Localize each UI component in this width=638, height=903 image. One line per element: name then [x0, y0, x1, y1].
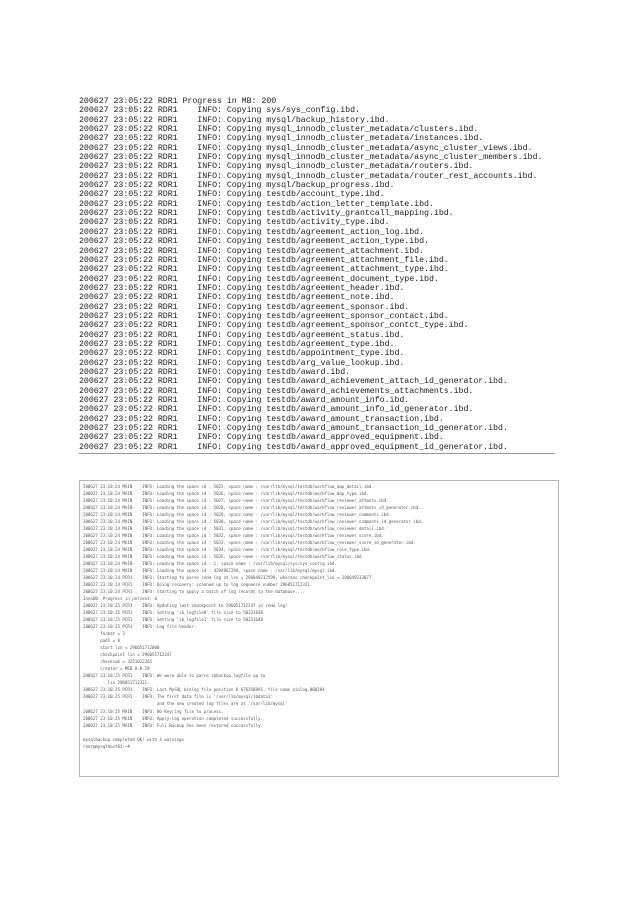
log-line: 200627 23:05:22 RDR1 INFO: Copying testdb/award_approved_equipment.ibd. [79, 433, 444, 443]
log-line: 200627 23:05:22 RDR1 INFO: Copying testdb/agreement_attachment_file.ibd. [79, 255, 449, 265]
log-line: 200627 23:05:22 RDR1 INFO: Copying testdb/agreement_note.ibd. [79, 293, 395, 303]
log-line: 200627 23:05:22 RDR1 INFO: Copying testdb/agreement_attachment.ibd. [79, 246, 425, 256]
log-line: 200627 23:10:25 MAIN INFO: Full Backup has been restored successfully. [83, 722, 263, 728]
log-line: 200627 23:05:22 RDR1 INFO: Copying testdb/appointment_type.ibd. [79, 349, 405, 359]
log-line: 200627 23:05:22 RDR1 INFO: Copying testdb/agreement_sponsor_contct_type.ibd. [79, 321, 469, 331]
log-line: checksum = 3251022265 [83, 659, 153, 665]
log-line: mysqlbackup completed OK! with 4 warnings [83, 736, 185, 742]
log-line: pad1 = 0 [83, 638, 120, 644]
log-line: 200627 23:05:22 RDR1 INFO: Copying testdb/award_amount_transaction.ibd. [79, 414, 444, 424]
log-line: 200627 23:10:24 MAIN INFO: Loading the space id : 5029, space name : /var/lib/mysql/testdb/workflow_reviewer_comments.ibd. [83, 512, 392, 518]
log-line: 200627 23:05:22 RDR1 INFO: Copying testdb/award_amount_info.ibd. [79, 396, 410, 405]
log-line: 200627 23:10:24 MAIN INFO: Loading the space id : 5032, space name : /var/lib/mysql/testdb/workflow_reviewer_score.ibd. [83, 533, 384, 539]
log-line: start lsn = 296051712000 [83, 645, 160, 651]
log-line: 200627 23:05:22 RDR1 INFO: Copying testdb/agreement_action_type.ibd. [79, 237, 429, 247]
log-line: 200627 23:10:24 MAIN INFO: Loading the space id : 5026, space name : /var/lib/mysql/testdb/workflow_map_type.ibd. [83, 491, 369, 497]
log-line: InnoDB: Progress in percent: 0 [83, 596, 157, 602]
log-line: 200627 23:10:25 PCR1 INFO: Setting 'ib_logfile0' file size to 50331648 [83, 610, 263, 616]
log-line: 200627 23:10:25 MAIN INFO: No Keyring file to process. [83, 708, 224, 714]
log-line: 200627 23:05:22 RDR1 INFO: Copying sys/sys_config.ibd. [79, 106, 360, 116]
log-line: 200627 23:05:22 RDR1 INFO: Copying testdb/award_achievements_attachments.ibd. [79, 386, 474, 396]
log-line: 200627 23:10:24 MAIN INFO: Loading the space id : 5035, space name : /var/lib/mysql/testdb/workflow_status.ibd. [83, 554, 364, 560]
log-line: 200627 23:05:22 RDR1 INFO: Copying mysql/backup_progress.ibd. [79, 181, 395, 191]
log-line: 200627 23:05:22 RDR1 INFO: Copying testdb/arg_value_lookup.ibd. [79, 358, 405, 368]
log-line: 200627 23:05:22 RDR1 INFO: Copying testdb/agreement_attachment_type.ibd. [79, 265, 449, 275]
log-line: 200627 23:10:24 MAIN INFO: Loading the space id : 5028, space name : /var/lib/mysql/testdb/workflow_reviewer_attmnts_id_generator.ibd. [83, 505, 421, 511]
log-line: 200627 23:05:22 RDR1 INFO: Copying testdb/agreement_type.ibd. [79, 339, 395, 349]
log-line: 200627 23:05:22 RDR1 INFO: Copying mysql_innodb_cluster_metadata/routers.ibd. [79, 162, 474, 172]
log-line: 200627 23:10:24 PCR1 INFO: Starting to apply a batch of log records to the database.... [83, 589, 305, 595]
backup-log-screenshot [79, 97, 555, 454]
log-line: 200627 23:05:22 RDR1 INFO: Copying mysql_innodb_cluster_metadata/clusters.ibd. [79, 125, 479, 135]
log-line: 200627 23:10:24 PCR1 INFO: Doing recovery: scanned up to log sequence number 296051712321. [83, 582, 313, 588]
log-line: 200627 23:05:22 RDR1 INFO: Copying testdb/action_letter_template.ibd. [79, 199, 434, 209]
log-line: 200627 23:05:22 RDR1 INFO: Copying testdb/award_amount_info_id_generator.ibd. [79, 405, 474, 415]
log-line: 200627 23:10:25 PCR1 INFO: The first data file is '/var/lib/mysql/ibdata1' [83, 694, 273, 700]
log-line: 200627 23:05:22 RDR1 INFO: Copying testdb/agreement_sponsor.ibd. [79, 302, 410, 312]
log-line: 200627 23:10:25 PCR1 INFO: Updating last checkpoint to 296051712247 in redo log/ [83, 603, 288, 609]
log-line: 200627 23:10:24 PCR1 INFO: Starting to parse redo log at lsn = 296049232599, whereas checkpoint_lsn = 296049233077. [83, 575, 374, 581]
restore-log-screenshot [79, 480, 559, 777]
log-line: 200627 23:05:22 RDR1 INFO: Copying testdb/award_amount_transaction_id_generator.ibd. [79, 424, 508, 434]
log-line: 200627 23:10:24 MAIN INFO: Loading the space id : 4294967294, space name : /var/lib/mysql/mysql.ibd. [83, 568, 337, 574]
log-line: 200627 23:05:22 RDR1 INFO: Copying mysql_innodb_cluster_metadata/async_cluster_views.ibd. [79, 143, 533, 153]
log-line: 200627 23:10:25 PCR1 INFO: Setting 'ib_logfile1' file size to 50331648 [83, 617, 263, 623]
log-line: 200627 23:10:24 MAIN INFO: Loading the space id : 5034, space name : /var/lib/mysql/testdb/workflow_role_type.ibd. [83, 547, 372, 553]
log-line: 200627 23:05:22 RDR1 INFO: Copying testdb/activity_type.ibd. [79, 218, 390, 228]
log-line: checkpoint lsn = 296051712247 [83, 652, 172, 658]
log-line: root@mysqlhost01:~# [83, 743, 130, 749]
log-line: 200627 23:05:22 RDR1 Progress in MB: 200 [79, 97, 277, 106]
log-line: 200627 23:10:24 MAIN INFO: Loading the space id : 1, space name : /var/lib/mysql/sys/sys_config.ibd. [83, 561, 337, 567]
log-line: 200627 23:10:24 MAIN INFO: Loading the space id : 5030, space name : /var/lib/mysql/testdb/workflow_reviewer_comments_id_generator.ibd. [83, 519, 424, 525]
log-line: 200627 23:05:22 RDR1 INFO: Copying testdb/agreement_document_type.ibd. [79, 274, 439, 284]
log-line: 200627 23:10:25 MAIN INFO: Apply-log operation completed successfully. [83, 715, 263, 721]
log-line: lsn 296051712321. [83, 680, 150, 686]
log-line: 200627 23:05:22 RDR1 INFO: Copying testdb/agreement_sponsor_contact.ibd. [79, 311, 449, 321]
log-line: 200627 23:10:24 MAIN INFO: Loading the space id : 5031, space name : /var/lib/mysql/testdb/workflow_reviewer_detail.ibd. [83, 526, 387, 532]
log-line: 200627 23:05:22 RDR1 INFO: Copying testdb/award_approved_equipment_id_generator.ibd. [79, 442, 508, 452]
log-line: 200627 23:05:22 RDR1 INFO: Copying testdb/agreement_status.ibd. [79, 330, 405, 340]
log-line: 200627 23:10:25 PCR1 INFO: We were able to parse ibbackup_logfile up to [83, 673, 266, 679]
log-line: 200627 23:05:22 RDR1 INFO: Copying testdb/award_achievement_attach_id_generator.ibd. [79, 377, 508, 387]
log-line: 200627 23:05:22 RDR1 INFO: Copying testdb/agreement_action_log.ibd. [79, 227, 425, 237]
log-line: 200627 23:05:22 RDR1 INFO: Copying mysql/backup_history.ibd. [79, 115, 390, 125]
log-line: format = 3 [83, 631, 125, 637]
log-line: 200627 23:10:25 PCR1 INFO: Log file header: [83, 624, 197, 630]
log-line: 200627 23:05:22 RDR1 INFO: Copying mysql_innodb_cluster_metadata/router_rest_accounts.ibd. [79, 171, 538, 181]
log-line: 200627 23:05:22 RDR1 INFO: Copying mysql_innodb_cluster_metadata/async_cluster_members.ibd. [79, 153, 543, 163]
log-line: 200627 23:05:22 RDR1 INFO: Copying testdb/account_type.ibd. [79, 190, 385, 200]
log-line: 200627 23:05:22 RDR1 INFO: Copying testdb/agreement_header.ibd. [79, 283, 405, 293]
log-line: creator = MEB 8.0.19 [83, 666, 150, 672]
log-line [83, 729, 555, 736]
log-line: 200627 23:10:24 MAIN INFO: Loading the space id : 5033, space name : /var/lib/mysql/testdb/workflow_reviewer_score_id_generator.ibd. [83, 540, 416, 546]
log-line: 200627 23:10:24 MAIN INFO: Loading the space id : 5027, space name : /var/lib/mysql/testdb/workflow_reviewer_attmnts.ibd. [83, 498, 389, 504]
log-line: 200627 23:05:22 RDR1 INFO: Copying testdb/award.ibd. [79, 367, 351, 377]
log-line: and the new created log files are at '/var/lib/mysql' [83, 701, 288, 707]
log-line: 200627 23:05:22 RDR1 INFO: Copying mysql_innodb_cluster_metadata/instances.ibd. [79, 134, 484, 144]
log-line: 200627 23:10:24 MAIN INFO: Loading the space id : 5025, space name : /var/lib/mysql/testdb/workflow_map_detail.ibd. [83, 484, 374, 489]
log-line: 200627 23:10:25 PCR1 INFO: Last MySQL binlog file position 0 676358891, file name binlog.000284 [83, 687, 325, 693]
log-line: 200627 23:05:22 RDR1 INFO: Copying testdb/activity_grantcall_mapping.ibd. [79, 209, 454, 219]
